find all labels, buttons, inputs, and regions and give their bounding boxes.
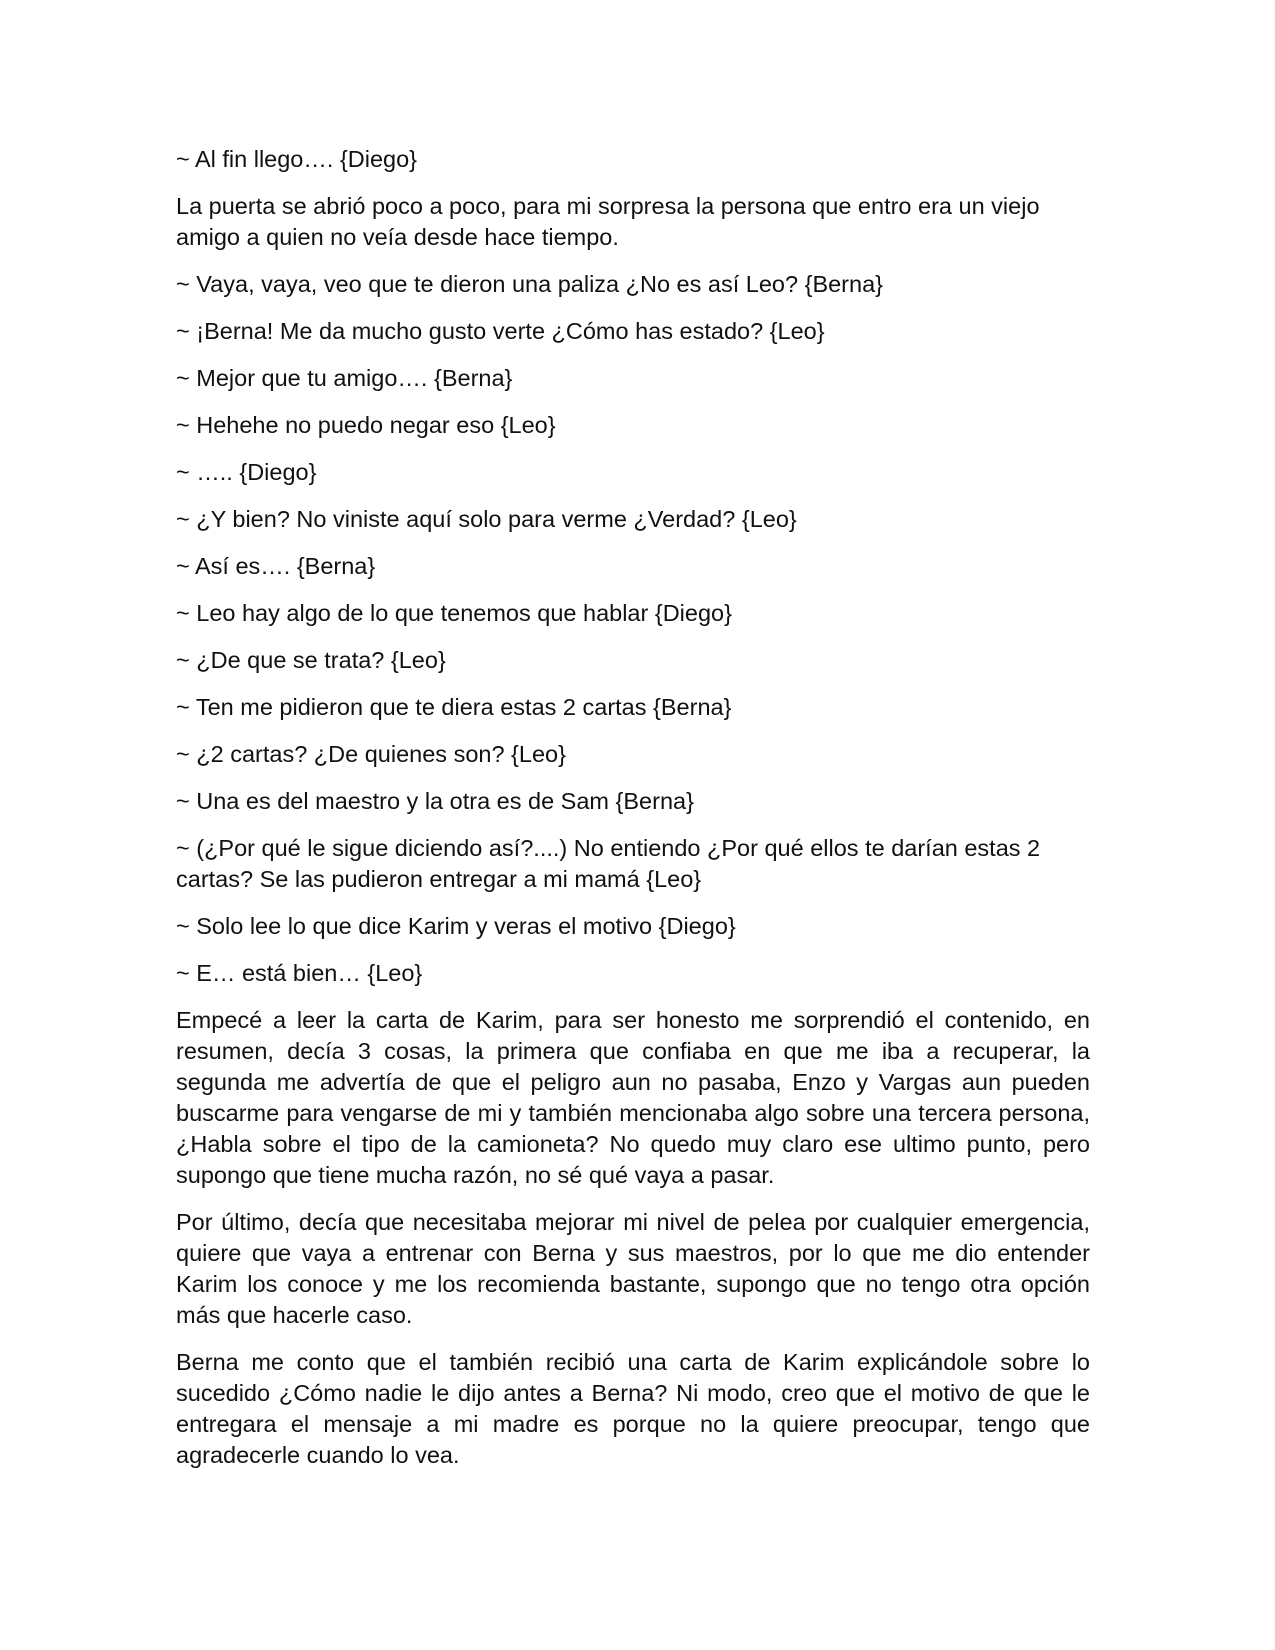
narration-paragraph: Empecé a leer la carta de Karim, para ser honesto me sorprendió el contenido, en resumen, decía 3 cosas, la primera que confiaba en que me iba a recuperar, la segunda me advertía de que el peligro aun no pasaba, Enzo y Vargas aun pueden buscarme para vengarse de mi y también mencionaba algo sobre una tercera persona, ¿Habla sobre el tipo de la camioneta? No quedo muy claro ese ultimo punto, pero supongo que tiene mucha razón, no sé qué vaya a pasar. bbox=[176, 1007, 1090, 1188]
dialogue-line: ~ ….. {Diego} bbox=[176, 459, 317, 485]
dialogue-line: ~ Al fin llego…. {Diego} bbox=[176, 146, 418, 172]
dialogue-line: ~ Mejor que tu amigo…. {Berna} bbox=[176, 365, 513, 391]
dialogue-line: ~ Ten me pidieron que te diera estas 2 cartas {Berna} bbox=[176, 694, 732, 720]
narration-paragraph: Por último, decía que necesitaba mejorar mi nivel de pelea por cualquier emergencia, quiere que vaya a entrenar con Berna y sus maestros, por lo que me dio entender Karim los conoce y me los recomienda bastante, supongo que no tengo otra opción más que hacerle caso. bbox=[176, 1209, 1090, 1328]
dialogue-line: ~ Vaya, vaya, veo que te dieron una paliza ¿No es así Leo? {Berna} bbox=[176, 271, 883, 297]
dialogue-line: ~ Solo lee lo que dice Karim y veras el motivo {Diego} bbox=[176, 913, 736, 939]
dialogue-line: ~ ¿De que se trata? {Leo} bbox=[176, 647, 446, 673]
dialogue-line: ~ ¡Berna! Me da mucho gusto verte ¿Cómo has estado? {Leo} bbox=[176, 318, 825, 344]
dialogue-line: ~ (¿Por qué le sigue diciendo así?....) No entiendo ¿Por qué ellos te darían estas 2 cartas? Se las pudieron entregar a mi mamá {Leo} bbox=[176, 835, 1041, 892]
dialogue-line: ~ Leo hay algo de lo que tenemos que hablar {Diego} bbox=[176, 600, 732, 626]
document-page bbox=[176, 144, 1090, 1487]
dialogue-line: ~ E… está bien… {Leo} bbox=[176, 960, 423, 986]
dialogue-line: ~ Así es…. {Berna} bbox=[176, 553, 376, 579]
dialogue-line: ~ Una es del maestro y la otra es de Sam {Berna} bbox=[176, 788, 694, 814]
dialogue-line: ~ ¿Y bien? No viniste aquí solo para verme ¿Verdad? {Leo} bbox=[176, 506, 797, 532]
narration-paragraph: Berna me conto que el también recibió una carta de Karim explicándole sobre lo sucedido ¿Cómo nadie le dijo antes a Berna? Ni modo, creo que el motivo de que le entregara el mensaje a mi madre es porque no la quiere preocupar, tengo que agradecerle cuando lo vea. bbox=[176, 1349, 1090, 1468]
narration-paragraph: La puerta se abrió poco a poco, para mi sorpresa la persona que entro era un viejo amigo a quien no veía desde hace tiempo. bbox=[176, 193, 1040, 250]
dialogue-line: ~ Hehehe no puedo negar eso {Leo} bbox=[176, 412, 556, 438]
dialogue-line: ~ ¿2 cartas? ¿De quienes son? {Leo} bbox=[176, 741, 566, 767]
